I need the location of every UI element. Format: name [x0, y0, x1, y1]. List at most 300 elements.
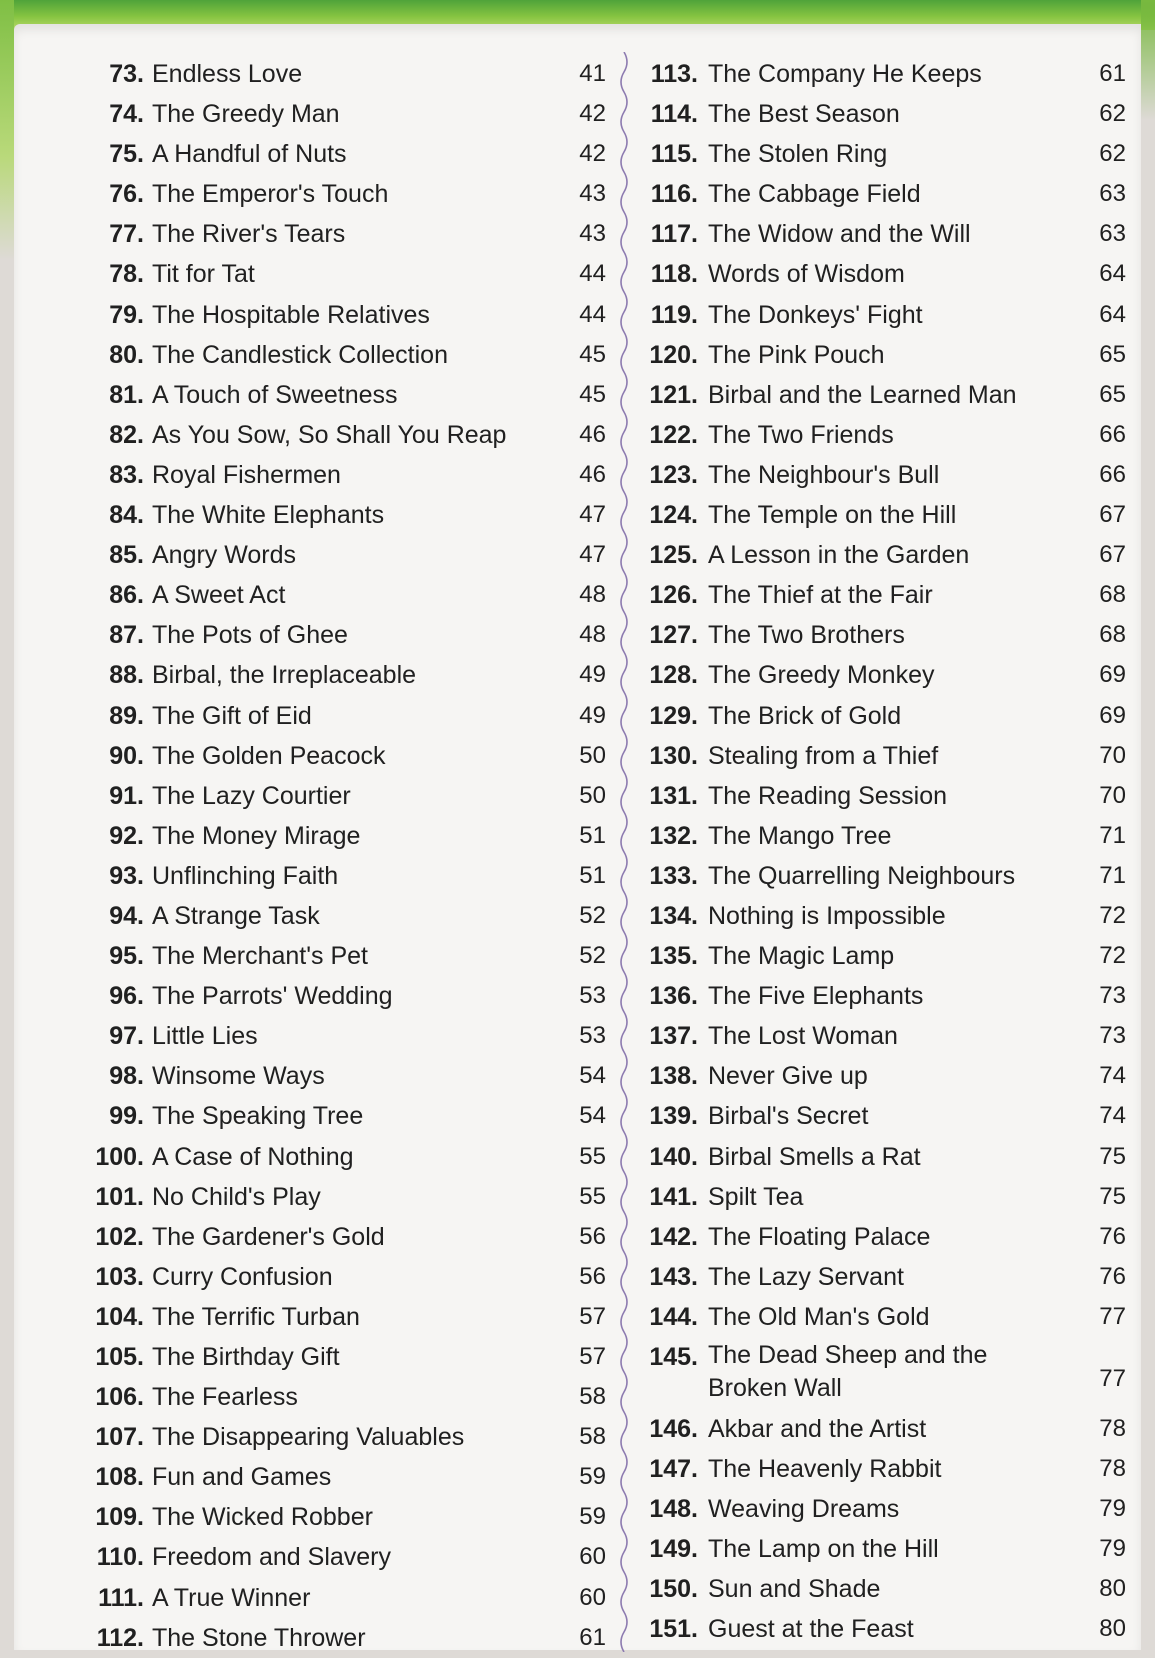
page-number: 44 [579, 300, 606, 328]
contents-entry [646, 575, 1134, 615]
story-number: 113. [650, 60, 698, 88]
story-title: The Company He Keeps [708, 60, 982, 88]
contents-entry [84, 615, 604, 655]
contents-entry [84, 1578, 604, 1618]
story-title: Birbal Smells a Rat [708, 1142, 921, 1171]
story-title: Birbal and the Learned Man [708, 380, 1017, 409]
story-number: 80. [109, 340, 144, 369]
story-number: 145. [649, 1343, 698, 1371]
story-number: 107. [95, 1423, 144, 1452]
page-number: 77 [1099, 1365, 1126, 1392]
story-title: The Heavenly Rabbit [708, 1455, 942, 1484]
contents-entry [84, 816, 604, 856]
story-title: The Pots of Ghee [152, 621, 348, 650]
page-number: 69 [1099, 661, 1126, 689]
story-number: 74. [109, 100, 144, 129]
contents-entry [84, 1257, 604, 1297]
page-number: 74 [1099, 1102, 1126, 1130]
contents-entry [646, 295, 1134, 335]
page-number: 69 [1099, 701, 1126, 729]
green-left-edge [0, 0, 14, 260]
contents-page [14, 24, 1141, 1650]
contents-entry [84, 1177, 604, 1217]
contents-entry [646, 1609, 1134, 1649]
story-title: The White Elephants [152, 501, 385, 530]
story-title: The Fearless [152, 1383, 298, 1412]
page-number: 53 [579, 1022, 606, 1050]
page-number: 51 [579, 821, 606, 849]
page-number: 42 [579, 100, 606, 128]
story-title: The Old Man's Gold [708, 1302, 930, 1331]
contents-entry [84, 856, 604, 896]
story-title: Stealing from a Thief [708, 741, 939, 770]
contents-entry [84, 134, 604, 174]
contents-entry [84, 976, 604, 1016]
story-title: Winsome Ways [152, 1062, 325, 1091]
contents-entry [84, 696, 604, 736]
contents-entry [646, 1409, 1134, 1449]
story-title: The Wicked Robber [152, 1503, 373, 1532]
contents-entry [646, 335, 1134, 375]
contents-entry [646, 1489, 1134, 1529]
story-title: A Strange Task [152, 901, 320, 930]
contents-entry [84, 1137, 604, 1177]
contents-entry [84, 335, 604, 375]
contents-entry [84, 1417, 604, 1457]
page-number: 56 [579, 1262, 606, 1290]
contents-entry [646, 1137, 1134, 1177]
page-number: 70 [1099, 781, 1126, 809]
contents-entry [646, 94, 1134, 134]
page-number: 42 [579, 140, 606, 168]
story-number: 126. [649, 581, 698, 610]
story-number: 100. [95, 1142, 144, 1171]
contents-entry [84, 1016, 604, 1056]
story-title: The Stolen Ring [708, 140, 888, 169]
story-title: No Child's Play [152, 1182, 321, 1211]
story-title: Words of Wisdom [708, 260, 905, 289]
story-title: The Lamp on the Hill [708, 1535, 939, 1564]
story-title: The Reading Session [708, 781, 948, 810]
story-number: 120. [649, 340, 698, 369]
story-title: The Lost Woman [708, 1022, 898, 1051]
contents-entry [646, 1096, 1134, 1136]
page-number: 73 [1099, 982, 1126, 1010]
contents-entry [84, 1297, 604, 1337]
page-number: 60 [579, 1543, 606, 1571]
story-number: 76. [109, 180, 144, 209]
story-title: The Stone Thrower [152, 1623, 366, 1652]
page-number: 60 [579, 1583, 606, 1611]
story-title: Fun and Games [152, 1463, 332, 1492]
page-number: 43 [579, 180, 606, 208]
page-number: 50 [579, 781, 606, 809]
story-number: 150. [649, 1575, 698, 1604]
contents-entry [646, 214, 1134, 254]
page-number: 48 [579, 581, 606, 609]
contents-entry [84, 415, 604, 455]
page-number: 65 [1099, 380, 1126, 408]
story-number: 118. [650, 260, 698, 289]
story-number: 104. [95, 1302, 144, 1331]
story-number: 96. [109, 982, 144, 1011]
story-number: 78. [109, 260, 144, 289]
story-number: 144. [649, 1302, 698, 1331]
contents-entry [646, 375, 1134, 415]
story-number: 141. [649, 1182, 698, 1211]
story-title: Royal Fishermen [152, 460, 341, 489]
story-number: 129. [649, 701, 698, 730]
page-number: 76 [1099, 1262, 1126, 1290]
story-number: 111. [98, 1583, 144, 1612]
page-number: 45 [579, 340, 606, 368]
story-number: 132. [649, 821, 698, 850]
page-number: 43 [579, 220, 606, 248]
page-number: 72 [1099, 942, 1126, 970]
page-number: 67 [1099, 501, 1126, 529]
story-number: 124. [649, 501, 698, 530]
story-title: Guest at the Feast [708, 1615, 914, 1644]
contents-entry [84, 1217, 604, 1257]
page-number: 64 [1099, 300, 1126, 328]
story-title: A Sweet Act [152, 581, 286, 610]
story-title: The Merchant's Pet [152, 942, 368, 971]
contents-entry [84, 495, 604, 535]
story-number: 88. [109, 661, 144, 690]
page-number: 59 [579, 1463, 606, 1491]
story-number: 81. [109, 380, 144, 409]
contents-entry [84, 1457, 604, 1497]
story-title: The Greedy Man [152, 100, 340, 129]
story-title: Weaving Dreams [708, 1495, 900, 1524]
story-title: The Best Season [708, 100, 900, 129]
story-number: 94. [109, 901, 144, 930]
story-title: Tit for Tat [152, 260, 255, 289]
contents-entry [84, 375, 604, 415]
story-number: 128. [649, 661, 698, 690]
story-number: 90. [109, 741, 144, 770]
story-title: As You Sow, So Shall You Reap [152, 420, 507, 449]
page-number: 76 [1099, 1222, 1126, 1250]
story-title: The Two Brothers [708, 621, 905, 650]
story-title: The Greedy Monkey [708, 661, 935, 690]
story-number: 102. [95, 1222, 144, 1251]
contents-entry [84, 776, 604, 816]
contents-entry [84, 214, 604, 254]
page-number: 54 [579, 1062, 606, 1090]
story-title: Little Lies [152, 1022, 258, 1051]
contents-entry [84, 655, 604, 695]
story-number: 108. [95, 1463, 144, 1492]
contents-entry [646, 455, 1134, 495]
contents-entry [646, 495, 1134, 535]
story-title: The Quarrelling Neighbours [708, 861, 1016, 890]
story-number: 109. [95, 1503, 144, 1532]
contents-entry [84, 936, 604, 976]
story-title: Endless Love [152, 60, 303, 88]
page-number: 52 [579, 901, 606, 929]
story-title: The Brick of Gold [708, 701, 902, 730]
story-number: 85. [109, 541, 144, 570]
contents-entry [84, 575, 604, 615]
story-title: The Two Friends [708, 420, 894, 449]
story-number: 105. [95, 1343, 144, 1371]
story-number: 116. [650, 180, 698, 209]
story-number: 136. [649, 982, 698, 1011]
page-number: 70 [1099, 741, 1126, 769]
contents-entry [84, 1618, 604, 1658]
story-number: 92. [109, 821, 144, 850]
story-number: 93. [109, 861, 144, 890]
story-number: 139. [649, 1102, 698, 1131]
story-number: 101. [95, 1182, 144, 1211]
story-number: 95. [109, 942, 144, 971]
story-title: Freedom and Slavery [152, 1543, 392, 1572]
page-number: 58 [579, 1423, 606, 1451]
page-number: 45 [579, 380, 606, 408]
story-title: A Case of Nothing [152, 1142, 354, 1171]
contents-entry [84, 1056, 604, 1096]
contents-entry [646, 896, 1134, 936]
story-number: 134. [649, 901, 698, 930]
story-number: 123. [649, 460, 698, 489]
page-number: 66 [1099, 460, 1126, 488]
story-title: The Dead Sheep and the Broken Wall [708, 1341, 988, 1402]
story-title: The Terrific Turban [152, 1302, 360, 1331]
story-number: 110. [96, 1543, 144, 1572]
contents-entry [646, 415, 1134, 455]
story-number: 77. [109, 220, 144, 249]
page-number: 59 [579, 1503, 606, 1531]
contents-entry [646, 1449, 1134, 1489]
story-number: 122. [649, 420, 698, 449]
contents-entry [646, 174, 1134, 214]
contents-entry [84, 94, 604, 134]
story-title: Birbal's Secret [708, 1102, 869, 1131]
story-number: 114. [650, 100, 698, 129]
story-number: 99. [109, 1102, 144, 1131]
page-number: 66 [1099, 420, 1126, 448]
contents-entry [84, 736, 604, 776]
story-title: The Disappearing Valuables [152, 1423, 465, 1452]
page-number: 68 [1099, 621, 1126, 649]
contents-entry [646, 1257, 1134, 1297]
contents-entry [84, 1377, 604, 1417]
story-number: 91. [109, 781, 144, 810]
story-title: A Lesson in the Garden [708, 541, 970, 570]
story-number: 83. [109, 460, 144, 489]
page-number: 62 [1099, 140, 1126, 168]
story-title: The Parrots' Wedding [152, 982, 393, 1011]
page-number: 47 [579, 541, 606, 569]
story-number: 121. [649, 380, 698, 409]
story-title: The Widow and the Will [708, 220, 971, 249]
page-number: 80 [1099, 1575, 1126, 1603]
story-number: 119. [650, 300, 698, 329]
story-number: 146. [649, 1415, 698, 1443]
story-title: The Magic Lamp [708, 942, 895, 971]
page-number: 67 [1099, 541, 1126, 569]
contents-entry [84, 1497, 604, 1537]
page-number: 53 [579, 982, 606, 1010]
story-number: 84. [109, 501, 144, 530]
page-number: 65 [1099, 340, 1126, 368]
page-number: 73 [1099, 1022, 1126, 1050]
story-number: 115. [650, 140, 698, 169]
contents-entry [646, 1529, 1134, 1569]
story-title: The Speaking Tree [152, 1102, 364, 1131]
story-title: The Cabbage Field [708, 180, 921, 209]
page-number: 57 [579, 1302, 606, 1330]
story-number: 117. [650, 220, 698, 249]
page-number: 51 [579, 861, 606, 889]
page-number: 41 [579, 60, 606, 87]
story-number: 82. [109, 420, 144, 449]
story-title: Curry Confusion [152, 1262, 333, 1291]
story-title: The Floating Palace [708, 1222, 931, 1251]
story-title: Birbal, the Irreplaceable [152, 661, 417, 690]
page-number: 78 [1099, 1415, 1126, 1442]
story-title: The Birthday Gift [152, 1343, 340, 1371]
contents-entry [84, 1096, 604, 1136]
story-title: A Touch of Sweetness [152, 380, 398, 409]
contents-entry [646, 776, 1134, 816]
divider-wave [621, 52, 627, 1652]
story-title: Sun and Shade [708, 1575, 881, 1604]
page-number: 63 [1099, 180, 1126, 208]
green-right-edge [1141, 0, 1155, 120]
page-number: 68 [1099, 581, 1126, 609]
page-number: 54 [579, 1102, 606, 1130]
story-number: 86. [109, 581, 144, 610]
story-number: 89. [109, 701, 144, 730]
page-number: 79 [1099, 1535, 1126, 1563]
story-number: 135. [649, 942, 698, 971]
contents-entry [84, 455, 604, 495]
wavy-divider [614, 52, 634, 1652]
contents-entry [646, 615, 1134, 655]
page-number: 46 [579, 420, 606, 448]
story-number: 112. [96, 1623, 144, 1652]
page-number: 79 [1099, 1495, 1126, 1523]
contents-entry [646, 134, 1134, 174]
page-number: 75 [1099, 1142, 1126, 1170]
story-number: 140. [649, 1142, 698, 1171]
contents-entry [646, 1177, 1134, 1217]
story-number: 137. [649, 1022, 698, 1051]
contents-entry [646, 1569, 1134, 1609]
story-title: The Temple on the Hill [708, 501, 957, 530]
contents-entry [84, 535, 604, 575]
story-title: The Lazy Servant [708, 1262, 904, 1291]
story-number: 133. [649, 861, 698, 890]
page-number: 62 [1099, 100, 1126, 128]
page-number: 50 [579, 741, 606, 769]
page-number: 49 [579, 701, 606, 729]
story-number: 138. [649, 1062, 698, 1091]
contents-entry [84, 174, 604, 214]
page-number: 75 [1099, 1182, 1126, 1210]
contents-entry [646, 816, 1134, 856]
page-number: 52 [579, 942, 606, 970]
page-number: 71 [1099, 861, 1126, 889]
contents-entry [84, 54, 604, 94]
story-number: 103. [95, 1262, 144, 1291]
story-title: The Donkeys' Fight [708, 300, 923, 329]
page-number: 72 [1099, 901, 1126, 929]
story-title: The Money Mirage [152, 821, 361, 850]
story-title: The Golden Peacock [152, 741, 386, 770]
contents-entry [84, 1337, 604, 1377]
story-title: A True Winner [152, 1583, 311, 1612]
story-number: 147. [649, 1455, 698, 1484]
story-title: A Handful of Nuts [152, 140, 347, 169]
contents-entry [646, 856, 1134, 896]
story-title: Angry Words [152, 541, 297, 570]
page-number: 80 [1099, 1615, 1126, 1643]
story-title: Akbar and the Artist [708, 1415, 927, 1443]
story-title: The Gardener's Gold [152, 1222, 385, 1251]
page-number: 49 [579, 661, 606, 689]
story-number: 87. [109, 621, 144, 650]
story-title: The Neighbour's Bull [708, 460, 940, 489]
contents-entry [646, 1297, 1134, 1337]
page-number: 71 [1099, 821, 1126, 849]
story-number: 131. [649, 781, 698, 810]
story-title: The Emperor's Touch [152, 180, 389, 209]
contents-entry [646, 535, 1134, 575]
story-title: The Candlestick Collection [152, 340, 448, 369]
page-number: 55 [579, 1142, 606, 1170]
story-number: 73. [109, 60, 144, 88]
page-number: 58 [579, 1383, 606, 1411]
story-title: Never Give up [708, 1062, 868, 1091]
page-number: 77 [1099, 1302, 1126, 1330]
story-number: 127. [649, 621, 698, 650]
story-number: 75. [109, 140, 144, 169]
page-number: 74 [1099, 1062, 1126, 1090]
page-number: 61 [579, 1623, 606, 1651]
story-title: Spilt Tea [708, 1182, 804, 1211]
contents-entry [84, 1537, 604, 1577]
story-number: 106. [95, 1383, 144, 1412]
story-title: Unflinching Faith [152, 861, 339, 890]
page-number: 64 [1099, 260, 1126, 288]
story-title: Nothing is Impossible [708, 901, 946, 930]
story-number: 130. [649, 741, 698, 770]
story-title: The River's Tears [152, 220, 346, 249]
contents-entry [646, 1217, 1134, 1257]
page-number: 61 [1099, 60, 1126, 87]
contents-entry [646, 1056, 1134, 1096]
page-number: 55 [579, 1182, 606, 1210]
contents-entry [646, 976, 1134, 1016]
story-number: 143. [649, 1262, 698, 1291]
story-number: 98. [109, 1062, 144, 1091]
story-number: 125. [649, 541, 698, 570]
story-title: The Five Elephants [708, 982, 924, 1011]
contents-entry [646, 254, 1134, 294]
story-number: 142. [649, 1222, 698, 1251]
story-number: 79. [109, 300, 144, 329]
story-number: 149. [649, 1535, 698, 1564]
story-title: The Lazy Courtier [152, 781, 351, 810]
page-number: 57 [579, 1343, 606, 1370]
contents-entry [84, 295, 604, 335]
page-number: 56 [579, 1222, 606, 1250]
story-title: The Pink Pouch [708, 340, 885, 369]
story-title: The Thief at the Fair [708, 581, 933, 610]
